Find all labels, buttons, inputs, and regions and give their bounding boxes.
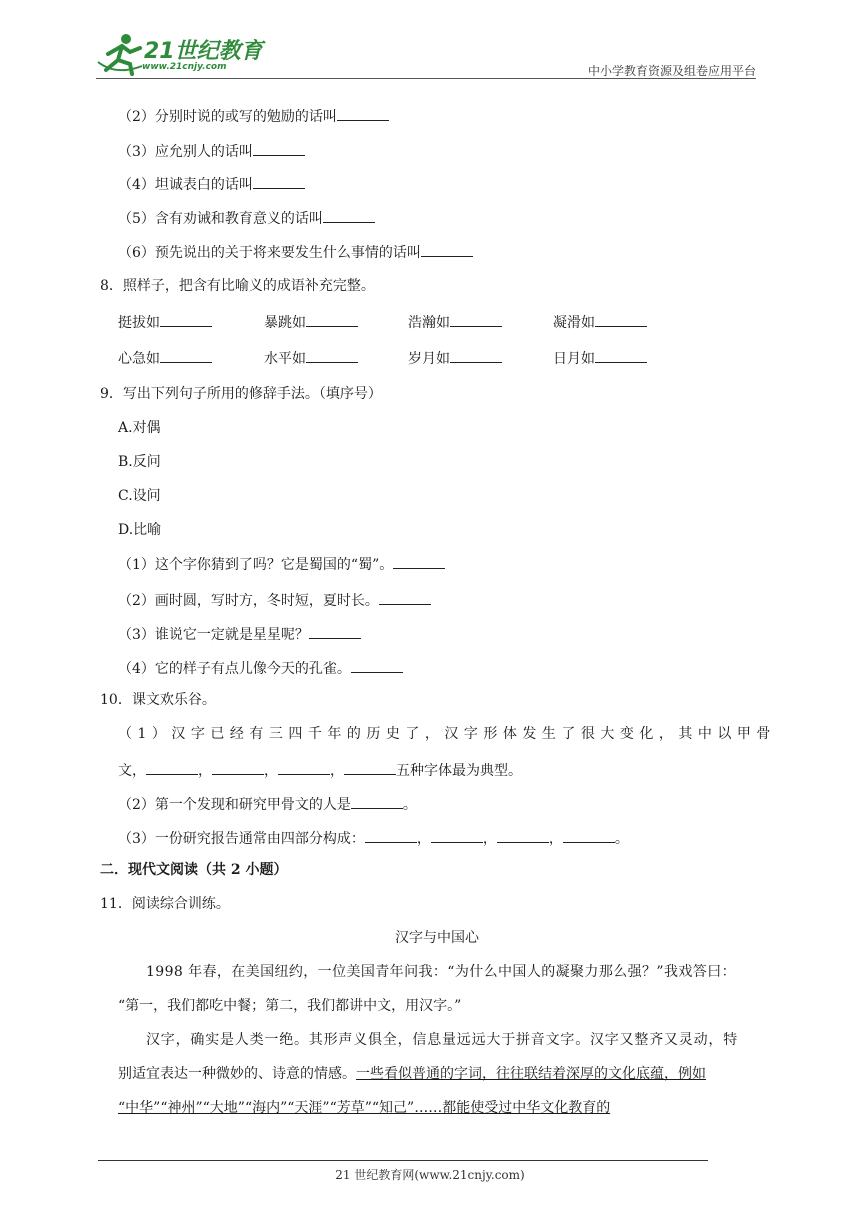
text: 。 — [402, 797, 417, 813]
text: 文， — [118, 763, 146, 779]
answer-blank[interactable] — [379, 590, 431, 605]
q7-item-4 — [118, 174, 305, 195]
answer-blank[interactable] — [278, 760, 330, 775]
q9-option-b: B.反问 — [118, 454, 161, 470]
q10-item-3 — [118, 828, 629, 849]
header-platform-text: 中小学教育资源及组卷应用平台 — [587, 64, 756, 78]
q7-item-3 — [118, 141, 305, 162]
answer-blank[interactable] — [146, 760, 198, 775]
text: 。 — [614, 831, 629, 847]
answer-blank[interactable] — [497, 828, 549, 843]
text: ， — [416, 831, 431, 847]
logo — [96, 32, 266, 76]
passage-p2-line-2 — [118, 1064, 706, 1084]
answer-blank[interactable] — [323, 208, 375, 223]
answer-blank[interactable] — [421, 242, 473, 257]
section-2-title: 二．现代文阅读（共 2 小题） — [100, 862, 288, 878]
runner-logo-icon — [96, 32, 146, 76]
q9-option-a: A.对偶 — [118, 420, 161, 436]
q10-item-1-line-2 — [118, 760, 522, 781]
q7-item-2 — [118, 106, 389, 127]
text: ， — [198, 763, 212, 779]
answer-blank[interactable] — [344, 760, 396, 775]
text: （3）一份研究报告通常由四部分构成： — [118, 831, 365, 847]
text: ， — [330, 763, 344, 779]
q8-cell-text: 心急如 — [118, 351, 160, 367]
q9-item-2 — [118, 590, 431, 611]
q8-cell — [118, 348, 212, 369]
q9-item-text: （1）这个字你猜到了吗？它是蜀国的“蜀”。 — [118, 557, 394, 573]
text: ， — [264, 763, 278, 779]
passage-p1-line-2: “第一，我们都吃中餐；第二，我们都讲中文，用汉字。” — [118, 998, 462, 1014]
header-divider — [96, 78, 756, 79]
q10-title: 10．课文欢乐谷。 — [100, 692, 216, 708]
q9-item-4 — [118, 658, 403, 679]
logo-url: www.21cnjy.com — [142, 62, 227, 72]
answer-blank[interactable] — [212, 760, 264, 775]
answer-blank[interactable] — [393, 554, 445, 569]
q8-cell-text: 日月如 — [553, 351, 595, 367]
q11-title: 11．阅读综合训练。 — [100, 896, 230, 912]
text: 别适宜表达一种微妙的、诗意的情感。 — [118, 1066, 356, 1082]
q9-title: 9．写出下列句子所用的修辞手法。（填序号） — [100, 386, 382, 402]
answer-blank[interactable] — [563, 828, 615, 843]
logo-text: 21世纪教育 — [144, 39, 263, 64]
text: 五种字体最为典型。 — [396, 763, 522, 779]
q9-option-c: C.设问 — [118, 488, 161, 504]
footer-text: 21 世纪教育网(www.21cnjy.com) — [335, 1168, 525, 1182]
answer-blank[interactable] — [253, 141, 305, 156]
answer-blank[interactable] — [337, 106, 389, 121]
text: （2）第一个发现和研究甲骨文的人是 — [118, 797, 351, 813]
q10-item-2 — [118, 794, 417, 815]
passage-title: 汉字与中国心 — [395, 930, 479, 946]
passage-p1-line-1: 1998 年春，在美国纽约，一位美国青年问我：“为什么中国人的凝聚力那么强？”我戏答曰： — [146, 964, 736, 980]
q8-cell — [553, 348, 647, 369]
underlined-text: 一些看似普通的字词，往往联结着深厚的文化底蕴，例如 — [356, 1066, 706, 1082]
q8-cell-text: 浩瀚如 — [408, 315, 450, 331]
answer-blank[interactable] — [160, 348, 212, 363]
answer-blank[interactable] — [160, 312, 212, 327]
q8-cell — [553, 312, 647, 333]
q9-item-text: （2）画时圆，写时方，冬时短，夏时长。 — [118, 593, 379, 609]
q7-item-3-text: （3）应允别人的话叫 — [118, 144, 253, 160]
q8-cell — [264, 348, 358, 369]
q7-item-5-text: （5）含有劝诫和教育意义的话叫 — [118, 211, 323, 227]
answer-blank[interactable] — [306, 348, 358, 363]
answer-blank[interactable] — [450, 348, 502, 363]
q8-cell-text: 水平如 — [264, 351, 306, 367]
q7-item-4-text: （4）坦诚表白的话叫 — [118, 177, 253, 193]
q8-cell-text: 暴跳如 — [264, 315, 306, 331]
q10-item-1-line-1: （1）汉字已经有三四千年的历史了，汉字形体发生了很大变化，其中以甲骨 — [118, 726, 776, 742]
answer-blank[interactable] — [595, 312, 647, 327]
q9-item-text: （3）谁说它一定就是星星呢？ — [118, 627, 309, 643]
answer-blank[interactable] — [306, 312, 358, 327]
q9-item-1 — [118, 554, 445, 575]
q8-cell — [408, 312, 502, 333]
text: ， — [548, 831, 563, 847]
page-header — [96, 32, 756, 78]
q7-item-2-text: （2）分别时说的或写的勉励的话叫 — [118, 109, 337, 125]
answer-blank[interactable] — [309, 624, 361, 639]
q8-cell-text: 岁月如 — [408, 351, 450, 367]
passage-p2-line-3: “中华”“神州”“大地”“海内”“天涯”“芳草”“知己”……都能使受过中华文化教育的 — [118, 1100, 611, 1116]
passage-p2-line-1: 汉字，确实是人类一绝。其形声义俱全，信息量远远大于拼音文字。汉字又整齐又灵动，特 — [146, 1032, 738, 1048]
q8-cell — [118, 312, 212, 333]
q8-cell — [264, 312, 358, 333]
answer-blank[interactable] — [450, 312, 502, 327]
q8-cell-text: 凝滑如 — [553, 315, 595, 331]
answer-blank[interactable] — [365, 828, 417, 843]
answer-blank[interactable] — [431, 828, 483, 843]
text: ， — [482, 831, 497, 847]
q8-title: 8．照样子，把含有比喻义的成语补充完整。 — [100, 278, 375, 294]
q7-item-6 — [118, 242, 473, 263]
answer-blank[interactable] — [595, 348, 647, 363]
answer-blank[interactable] — [351, 658, 403, 673]
answer-blank[interactable] — [351, 794, 403, 809]
footer-divider — [98, 1160, 708, 1161]
q7-item-5 — [118, 208, 375, 229]
q9-item-3 — [118, 624, 361, 645]
q7-item-6-text: （6）预先说出的关于将来要发生什么事情的话叫 — [118, 245, 421, 261]
q8-cell-text: 挺拔如 — [118, 315, 160, 331]
q9-option-d: D.比喻 — [118, 522, 162, 538]
answer-blank[interactable] — [253, 174, 305, 189]
q9-item-text: （4）它的样子有点儿像今天的孔雀。 — [118, 661, 351, 677]
q8-cell — [408, 348, 502, 369]
